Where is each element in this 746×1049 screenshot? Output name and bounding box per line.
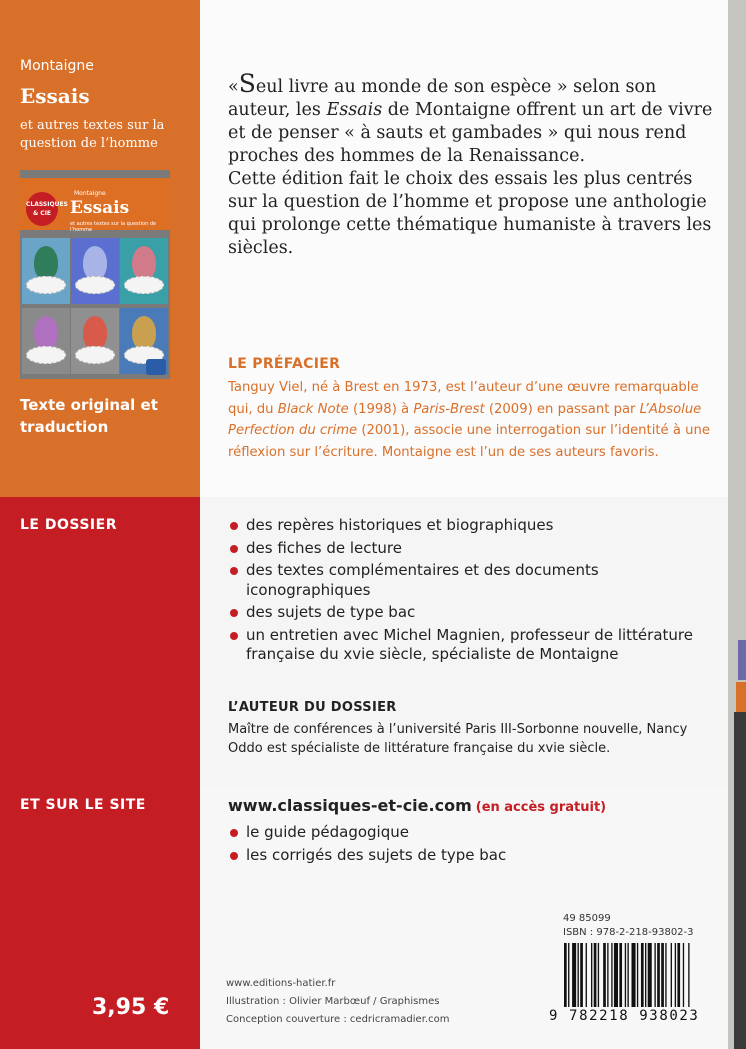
- website-note: (en accès gratuit): [475, 800, 607, 815]
- section-label-dossier: LE DOSSIER: [20, 517, 117, 533]
- list-item: un entretien avec Michel Magnien, professeur de littérature française du xvie siècle, spécialiste de Montaigne: [228, 626, 708, 665]
- portrait-tile: [22, 238, 70, 304]
- back-cover-blurb: [228, 69, 723, 260]
- barcode-bar: [654, 943, 655, 1007]
- design-credit: Conception couverture : cedricramadier.com: [226, 1014, 450, 1025]
- cover-thumbnail-title: Essais: [70, 198, 130, 218]
- book-author: Montaigne: [20, 58, 94, 74]
- barcode-bar: [641, 943, 644, 1007]
- barcode: [560, 943, 728, 1015]
- barcode-bar: [637, 943, 638, 1007]
- cover-thumbnail-author: Montaigne: [74, 190, 106, 197]
- book-title: Essais: [20, 84, 90, 108]
- barcode-bar: [580, 943, 583, 1007]
- dossier-author-text: Maître de conférences à l’université Paris III-Sorbonne nouvelle, Nancy Oddo est spécialiste de littérature française du xvie siècle.: [228, 722, 688, 756]
- list-item: des repères historiques et biographiques: [228, 516, 708, 536]
- collection-badge: CLASSIQUES & CIE: [26, 192, 58, 226]
- website-link[interactable]: www.classiques-et-cie.com: [228, 796, 472, 815]
- bullet-icon: [230, 852, 238, 860]
- publisher-website: www.editions-hatier.fr: [226, 978, 336, 989]
- prefacier-heading: LE PRÉFACIER: [228, 356, 341, 372]
- barcode-bar: [648, 943, 652, 1007]
- barcode-bar: [625, 943, 626, 1007]
- barcode-bar: [603, 943, 606, 1007]
- edge-stripe: [734, 712, 746, 1049]
- site-list: [228, 823, 648, 868]
- bullet-icon: [230, 522, 238, 530]
- cover-thumbnail: [20, 170, 170, 379]
- portrait-tile: [120, 238, 168, 304]
- barcode-bar: [568, 943, 569, 1007]
- barcode-bar: [665, 943, 666, 1007]
- barcode-bar: [594, 943, 597, 1007]
- edition-note: Texte original et traduction: [20, 396, 158, 436]
- website-line: [228, 796, 606, 815]
- prefacier-text: Tanguy Viel, né à Brest en 1973, est l’auteur d’une œuvre remarquable qui, du Black Note (1998) à Paris-Brest (2009) en passant par L’Absolue Perfection du crime (2001), associe une interrogation sur l’identité à une réflexion sur l’écriture. Montaigne est l’un de ses auteurs favoris.: [228, 380, 710, 460]
- book-subtitle: et autres textes sur la question de l’homme: [20, 118, 165, 151]
- bullet-icon: [230, 545, 238, 553]
- barcode-bar: [619, 943, 622, 1007]
- barcode-bar: [598, 943, 599, 1007]
- cover-thumbnail-subtitle: et autres textes sur la question de l’homme: [70, 221, 157, 233]
- left-band-red: [0, 497, 200, 1049]
- bullet-icon: [230, 632, 238, 640]
- bullet-icon: [230, 567, 238, 575]
- barcode-bar: [645, 943, 646, 1007]
- edge-stripe: [738, 640, 746, 680]
- barcode-bar: [632, 943, 636, 1007]
- barcode-bar: [591, 943, 592, 1007]
- blurb-paragraph-2: Cette édition fait le choix des essais les plus centrés sur la question de l’homme et propose une anthologie qui prolonge cette thématique humaniste à travers les siècles.: [228, 169, 712, 258]
- isbn-label: ISBN : 978-2-218-93802-3: [563, 927, 694, 938]
- barcode-bar: [614, 943, 618, 1007]
- list-item: des fiches de lecture: [228, 539, 708, 559]
- barcode-bar: [661, 943, 664, 1007]
- barcode-bar: [607, 943, 608, 1007]
- illustration-credit: Illustration : Olivier Marbœuf / Graphismes: [226, 996, 440, 1007]
- portrait-tile: [71, 238, 119, 304]
- barcode-bar: [627, 943, 628, 1007]
- dossier-list: [228, 516, 708, 668]
- list-item: des textes complémentaires et des documents iconographiques: [228, 561, 708, 600]
- barcode-bar: [688, 943, 689, 1007]
- barcode-bar: [564, 943, 567, 1007]
- bullet-icon: [230, 829, 238, 837]
- portrait-tile: [71, 308, 119, 374]
- section-label-site: ET SUR LE SITE: [20, 797, 146, 813]
- cover-thumbnail-band: [20, 178, 170, 233]
- blurb-paragraph-1: «Seul livre au monde de son espèce » selon son auteur, les Essais de Montaigne offrent un art de vivre et de penser « à sauts et gambades » qui nous rend proches des hommes de la Renaissance.: [228, 69, 713, 166]
- dossier-author-heading: L’AUTEUR DU DOSSIER: [228, 700, 397, 715]
- price: 3,95 €: [92, 995, 170, 1020]
- publisher-logo-icon: [146, 359, 166, 375]
- edge-stripe: [736, 682, 746, 712]
- barcode-bar: [657, 943, 660, 1007]
- barcode-bar: [671, 943, 672, 1007]
- barcode-bar: [677, 943, 680, 1007]
- product-code: 49 85099: [563, 913, 611, 924]
- list-item: le guide pédagogique: [228, 823, 648, 843]
- barcode-bar: [683, 943, 684, 1007]
- barcode-bar: [675, 943, 676, 1007]
- barcode-digits: 9 782218 938023: [549, 1008, 700, 1024]
- list-item: des sujets de type bac: [228, 603, 708, 623]
- barcode-bar: [578, 943, 579, 1007]
- list-item: les corrigés des sujets de type bac: [228, 846, 648, 866]
- portrait-tile: [22, 308, 70, 374]
- barcode-bar: [611, 943, 612, 1007]
- bullet-icon: [230, 609, 238, 617]
- barcode-bar: [586, 943, 587, 1007]
- barcode-bar: [572, 943, 576, 1007]
